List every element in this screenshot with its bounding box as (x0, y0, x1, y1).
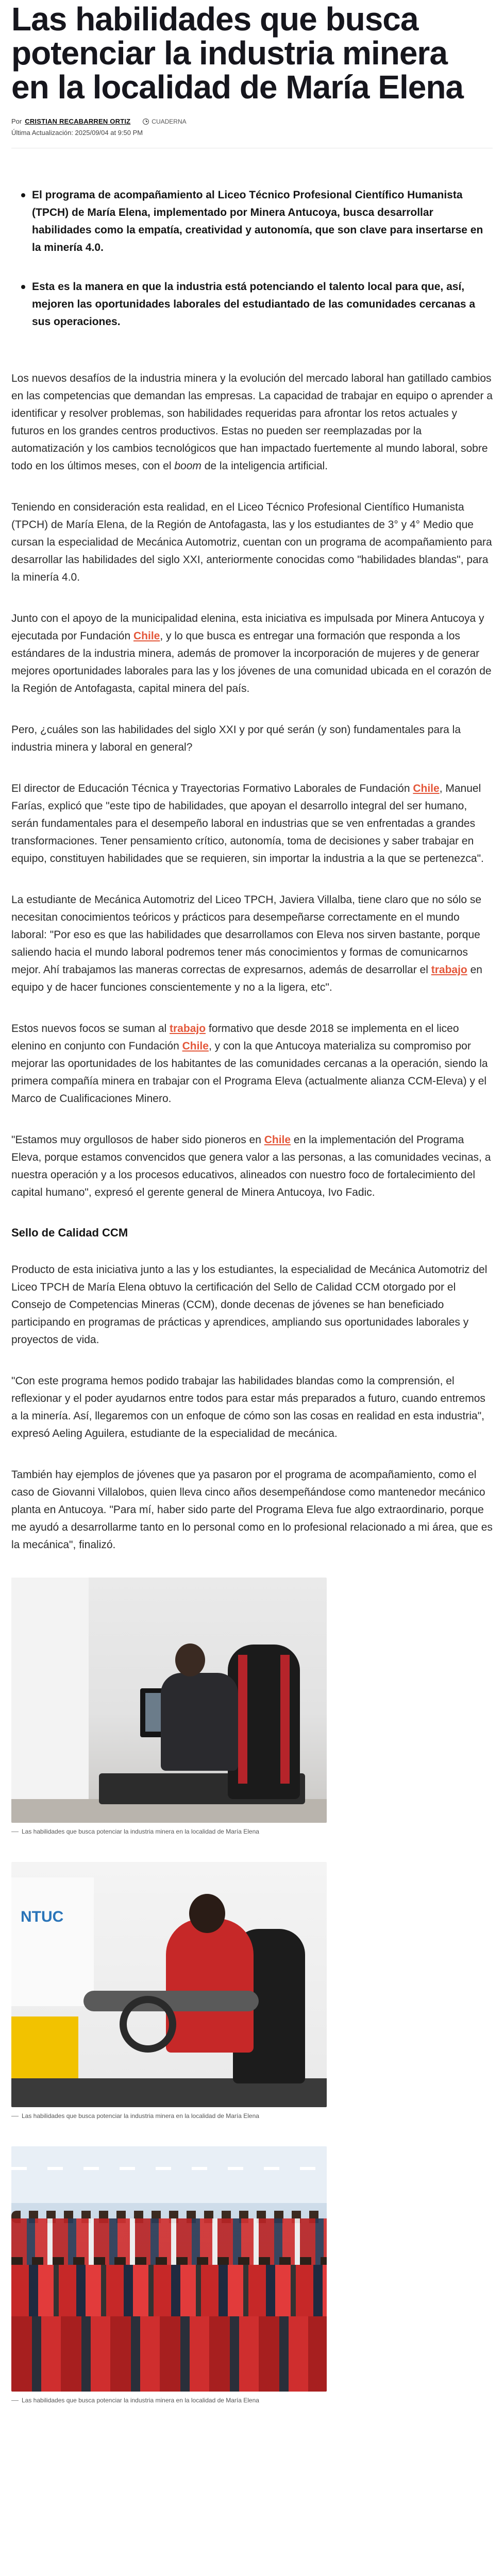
tag-link-trabajo[interactable]: trabajo (170, 1023, 206, 1035)
summary-bullet: El programa de acompañamiento al Liceo Técnico Profesional Científico Humanista (TPCH) de María Elena, implementado por Minera Antucoya, busca desarrollar habilidades como la empatía, creatividad y autonomía, que son clave para insertarse en la minería 4.0. (11, 187, 493, 257)
summary-bullet: Esta es la manera en que la industria está potenciando el talento local para que, así, mejoren las oportunidades laborales del estudiantado de las comunidades cercanas a sus operaciones. (11, 278, 493, 331)
author-link[interactable]: CRISTIAN RECABARREN ORTIZ (25, 117, 131, 125)
emphasis: boom (174, 460, 201, 472)
article-figure (11, 1578, 493, 1835)
summary-bullets (11, 187, 493, 331)
tag-link-chile[interactable]: Chile (133, 630, 160, 642)
tag-link-chile[interactable]: Chile (413, 783, 440, 794)
figure-caption: Las habilidades que busca potenciar la industria minera en la localidad de María Elena (11, 2397, 493, 2404)
article-figure (11, 1862, 493, 2120)
photo-student-simulator[interactable] (11, 1578, 327, 1823)
last-updated: Última Actualización: 2025/09/04 at 9:50 PM (11, 129, 143, 137)
paragraph: "Con este programa hemos podido trabajar las habilidades blandas como la comprensión, el reflexionar y el poder ayudarnos entre todos para estar más preparados a futuro, cuando entremos a la minería. Así, llegaremos con un enfoque de cómo son las cosas en realidad en esta industria", expresó Aeling Aguilera, estudiante de la especialidad de mecánica. (11, 1375, 485, 1439)
article-figure (11, 2146, 493, 2404)
paragraph: La estudiante de Mecánica Automotriz del Liceo TPCH, Javiera Villalba, tiene claro que no sólo se necesitan conocimientos teóricos y prácticos para desempeñarse correctamente en el mundo laboral: "Por eso es que las habilidades que desarrollamos con Eleva nos sirven bastante, porque saliendo hacia el mundo laboral podremos tener más conocimientos y formas de comunicarnos mejor. Ahí trabajamos las maneras correctas de expresarnos, además de desarrollar el trabajo en equipo y de hacer funciones conscientemente y no a la ligera, etc". (11, 894, 482, 993)
figure-caption: Las habilidades que busca potenciar la industria minera en la localidad de María Elena (11, 1828, 493, 1835)
article-title: Las habilidades que busca potenciar la industria minera en la localidad de María Elena (11, 1, 463, 106)
article-body (11, 370, 493, 2404)
paragraph: Los nuevos desafíos de la industria minera y la evolución del mercado laboral han gatillado cambios en las competencias que demandan las empresas. La capacidad de trabajar en equipo o aprender a identificar y resolver problemas, son habilidades requeridas para afrontar los retos actuales y futuros en los grandes centros productivos. Estas no pueden ser reemplazadas por la automatización y los cambios tecnológicos que han impactado fuertemente al mundo laboral, sobre todo en los últimos meses, con el boom de la inteligencia artificial. (11, 372, 493, 472)
tag-link-chile[interactable]: Chile (182, 1040, 209, 1052)
clock-icon (143, 118, 149, 125)
paragraph: Teniendo en consideración esta realidad, en el Liceo Técnico Profesional Científico Humanista (TPCH) de María Elena, de la Región de Antofagasta, las y los estudiantes de 3° y 4° Medio que cursan la especialidad de Mecánica Automotriz, cuentan con un programa de acompañamiento para desarrollar las habilidades del siglo XXI, anteriormente conocidas como "habilidades blandas", para la minería 4.0. (11, 501, 492, 583)
figure-caption: Las habilidades que busca potenciar la industria minera en la localidad de María Elena (11, 2112, 493, 2120)
byline-prefix: Por (11, 117, 22, 125)
photo-student-driving-simulator[interactable] (11, 1862, 327, 2107)
paragraph: También hay ejemplos de jóvenes que ya pasaron por el programa de acompañamiento, como el caso de Giovanni Villalobos, quien lleva cinco años desempeñándose como mantenedor mecánico planta en Antucoya. "Para mí, haber sido parte del Programa Eleva fue algo extraordinario, porque me ayudó a desarrollarme tanto en lo personal como en lo profesional relacionado a mi área, que es la mecánica", finalizó. (11, 1469, 493, 1551)
paragraph: Estos nuevos focos se suman al trabajo formativo que desde 2018 se implementa en el liceo elenino en conjunto con Fundación Chile, y con la que Antucoya materializa su compromiso por mejorar las oportunidades de los habitantes de las comunidades cercanas a la operación, siendo la primera compañía minera en trabajar con el Programa Eleva (actualmente alianza CCM-Eleva) y el Marco de Cualificaciones Minero. (11, 1023, 488, 1105)
banner-logo-text: NTUC (21, 1908, 64, 1925)
tag-link-trabajo[interactable]: trabajo (431, 964, 467, 976)
paragraph: Junto con el apoyo de la municipalidad elenina, esta iniciativa es impulsada por Minera Antucoya y ejecutada por Fundación Chile, y lo que busca es entregar una formación que responda a los estándares de la industria minera, además de promover la incorporación de mujeres y de generar mejores oportunidades laborales para las y los jóvenes de una comunidad ubicada en el corazón de la Región de Antofagasta, capital minera del país. (11, 613, 492, 694)
paragraph: El director de Educación Técnica y Trayectorias Formativo Laborales de Fundación Chile, Manuel Farías, explicó que "este tipo de habilidades, que apoyan el desarrollo integral del ser humano, serán fundamentales para el desempeño laboral en industrias que se ven enfrentadas a grandes transformaciones. Tener pensamiento crítico, autonomía, toma de decisiones y saber trabajar en equipo, constituyen habilidades que se requieren, sin importar la industria a la que se pertenezca". (11, 783, 484, 865)
photo-group-students[interactable] (11, 2146, 327, 2392)
paragraph: Producto de esta iniciativa junto a las y los estudiantes, la especialidad de Mecánica Automotriz del Liceo TPCH de María Elena obtuvo la certificación del Sello de Calidad CCM otorgado por el Consejo de Competencias Mineras (CCM), donde decenas de jóvenes se han beneficiado participando en programas de prácticas y aprendices, ampliando sus oportunidades laborales y proyectos de vida. (11, 1264, 488, 1346)
section-subheading: Sello de Calidad CCM (11, 1226, 128, 1239)
tag-link-chile[interactable]: Chile (264, 1134, 291, 1146)
paragraph: "Estamos muy orgullosos de haber sido pioneros en Chile en la implementación del Programa Eleva, porque estamos convencidos que genera valor a las personas, a las comunidades vecinas, a nuestra operación y a los procesos educativos, alineados con nuestro foco de fortalecimiento del capital humano", expresó el gerente general de Minera Antucoya, Ivo Fadic. (11, 1134, 491, 1198)
byline (11, 117, 493, 125)
paragraph: Pero, ¿cuáles son las habilidades del siglo XXI y por qué serán (y son) fundamentales para la industria minera y laboral en general? (11, 724, 461, 753)
reading-label: CUADERNA (152, 117, 187, 125)
